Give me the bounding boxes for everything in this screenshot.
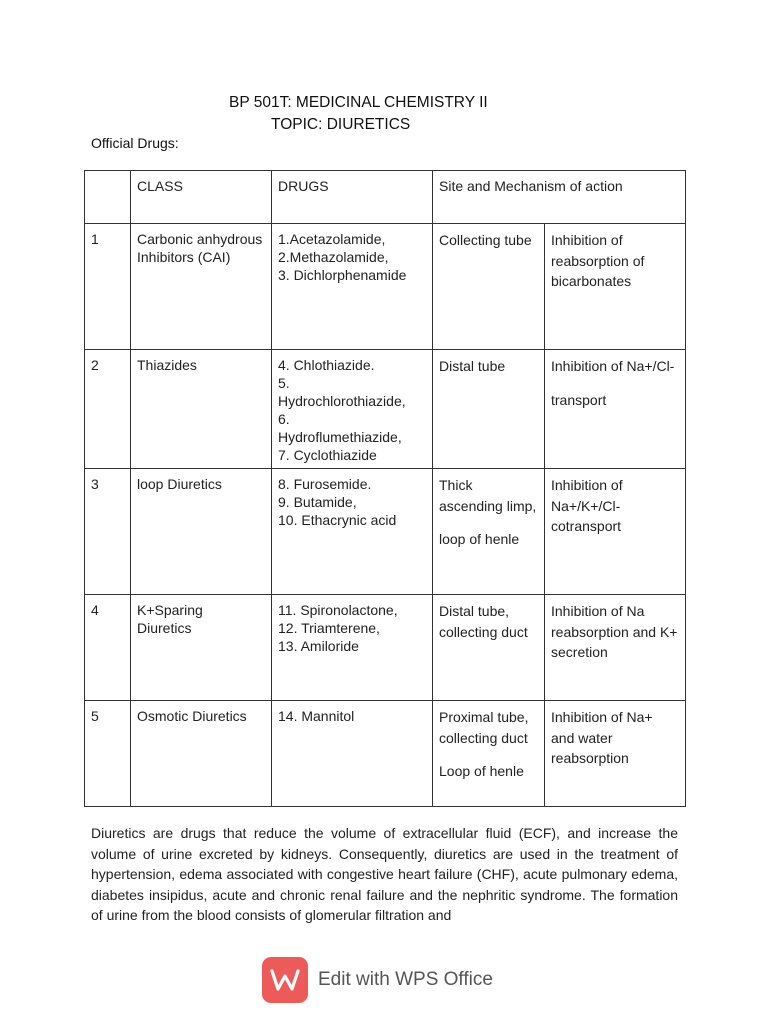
document-topic-title: TOPIC: DIURETICS xyxy=(271,116,411,133)
row-mechanism xyxy=(545,701,686,807)
header-number-cell xyxy=(85,171,131,224)
row-drugs: 14. Mannitol xyxy=(272,701,433,807)
row-site-text: Proximal tube, collecting duct xyxy=(439,709,529,746)
row-drugs: 11. Spironolactone, 12. Triamterene, 13. Amiloride xyxy=(272,595,433,701)
row-mechanism-text: Inhibition of Na+/Cl- xyxy=(551,358,675,374)
diuretics-table xyxy=(84,170,686,807)
row-number: 3 xyxy=(85,469,131,595)
row-number: 1 xyxy=(85,224,131,350)
header-class-cell: CLASS xyxy=(131,171,272,224)
row-mechanism xyxy=(545,350,686,469)
row-site xyxy=(433,595,545,701)
document-course-title: BP 501T: MEDICINAL CHEMISTRY II xyxy=(229,94,488,111)
row-class: Carbonic anhydrous Inhibitors (CAI) xyxy=(131,224,272,350)
row-class: Osmotic Diuretics xyxy=(131,701,272,807)
row-site-text: Distal tube, collecting duct xyxy=(439,603,528,640)
body-paragraph: Diuretics are drugs that reduce the volume of extracellular fluid (ECF), and increase the volume of urine excreted by kidneys. Consequently, diuretics are used in the treatment of hypertension, edema associated with congestive heart failure (CHF), acute pulmonary edema, diabetes insipidus, acute and chronic renal failure and the nephritic syndrome. The formation of urine from the blood consists of glomerular filtration and xyxy=(91,825,678,923)
row-mechanism-text: Inhibition of Na reabsorption and K+ secretion xyxy=(551,603,678,660)
header-mechanism-cell: Site and Mechanism of action xyxy=(433,171,686,224)
row-mechanism-extra: transport xyxy=(551,391,607,408)
row-class: K+Sparing Diuretics xyxy=(131,595,272,701)
table-row xyxy=(85,701,686,807)
row-mechanism xyxy=(545,224,686,350)
table-row xyxy=(85,469,686,595)
row-mechanism-text: Inhibition of reabsorption of bicarbonates xyxy=(551,232,645,289)
row-number: 2 xyxy=(85,350,131,469)
row-number: 4 xyxy=(85,595,131,701)
row-site-text: Thick ascending limp, xyxy=(439,477,537,514)
row-mechanism-text: Inhibition of Na+ and water reabsorption xyxy=(551,709,653,766)
row-site-text: Distal tube xyxy=(439,358,506,374)
row-site-extra: loop of henle xyxy=(439,531,520,547)
wps-office-logo-icon[interactable] xyxy=(262,957,308,1003)
row-site-extra: Loop of henle xyxy=(439,763,524,779)
row-number: 5 xyxy=(85,701,131,807)
row-mechanism xyxy=(545,595,686,701)
row-drugs: 4. Chlothiazide. 5. Hydrochlorothiazide, 6. Hydroflumethiazide, 7. Cyclothiazide xyxy=(272,350,433,469)
table-row xyxy=(85,224,686,350)
row-site-text: Collecting tube xyxy=(439,232,532,248)
row-mechanism xyxy=(545,469,686,595)
wps-edit-label[interactable]: Edit with WPS Office xyxy=(318,969,493,990)
table-row xyxy=(85,595,686,701)
row-mechanism-text: Inhibition of Na+/K+/Cl- cotransport xyxy=(551,477,623,534)
row-class: loop Diuretics xyxy=(131,469,272,595)
table-header-row xyxy=(85,171,686,224)
row-site xyxy=(433,350,545,469)
wps-watermark[interactable] xyxy=(262,957,493,1003)
row-drugs: 1.Acetazolamide, 2.Methazolamide, 3. Dichlorphenamide xyxy=(272,224,433,350)
row-site xyxy=(433,469,545,595)
row-site xyxy=(433,224,545,350)
row-class: Thiazides xyxy=(131,350,272,469)
section-label: Official Drugs: xyxy=(91,135,179,151)
row-site xyxy=(433,701,545,807)
header-drugs-cell: DRUGS xyxy=(272,171,433,224)
row-drugs: 8. Furosemide. 9. Butamide, 10. Ethacrynic acid xyxy=(272,469,433,595)
table-row xyxy=(85,350,686,469)
